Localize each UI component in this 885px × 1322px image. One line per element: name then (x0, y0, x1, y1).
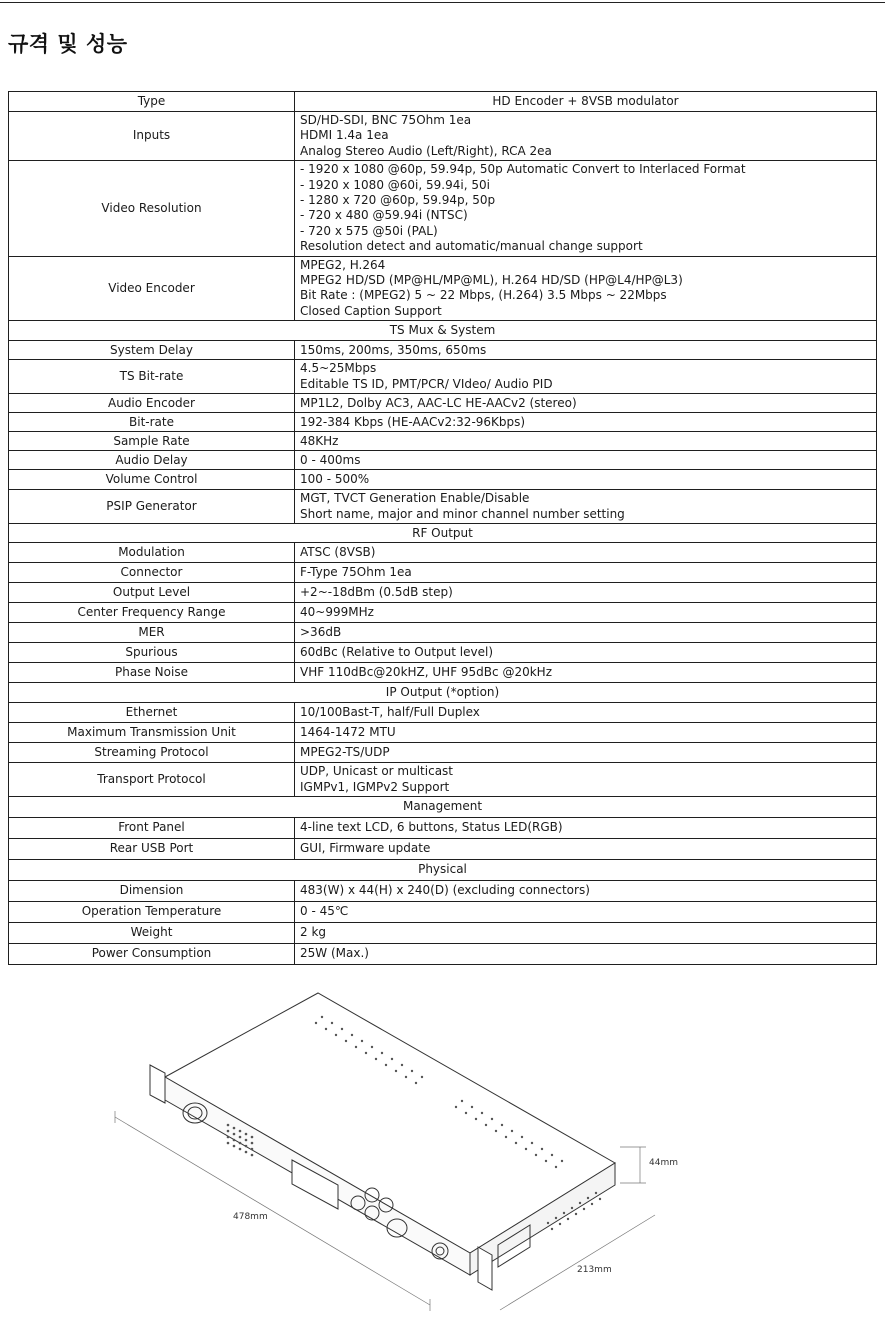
spec-row (9, 839, 877, 860)
section-header-row (9, 860, 877, 881)
spec-row (9, 161, 877, 256)
spec-row (9, 663, 877, 683)
spec-value (295, 763, 877, 797)
spec-value (295, 944, 877, 965)
spec-label: Video Resolution (9, 161, 295, 256)
rack-ear-right (478, 1247, 492, 1290)
spec-value (295, 583, 877, 603)
section-header-row (9, 683, 877, 703)
rack-ear-left (150, 1065, 165, 1103)
spec-label: MER (9, 623, 295, 643)
section-header-row (9, 797, 877, 818)
spec-value-line: GUI, Firmware update (300, 841, 431, 856)
spec-row (9, 703, 877, 723)
spec-value-line: 60dBc (Relative to Output level) (300, 645, 493, 660)
section-header-row (9, 321, 877, 341)
spec-label: Dimension (9, 881, 295, 902)
spec-value-line: Bit Rate : (MPEG2) 5 ~ 22 Mbps, (H.264) 3.5 Mbps ~ 22Mbps (300, 288, 667, 303)
spec-row (9, 432, 877, 451)
spec-row (9, 413, 877, 432)
spec-value-line: MP1L2, Dolby AC3, AAC-LC HE-AACv2 (stereo) (300, 395, 577, 410)
spec-label: Connector (9, 563, 295, 583)
spec-value (295, 623, 877, 643)
spec-value-line: MPEG2 HD/SD (MP@HL/MP@ML), H.264 HD/SD (HP@L4/HP@L3) (300, 273, 683, 288)
spec-value (295, 161, 877, 256)
spec-label: Maximum Transmission Unit (9, 723, 295, 743)
spec-value (295, 413, 877, 432)
spec-value-line: 4-line text LCD, 6 buttons, Status LED(RGB) (300, 820, 563, 835)
spec-value-line: - 1920 x 1080 @60p, 59.94p, 50p Automatic Convert to Interlaced Format (300, 162, 746, 177)
spec-value (295, 432, 877, 451)
spec-row (9, 643, 877, 663)
spec-row (9, 256, 877, 321)
spec-label: Volume Control (9, 470, 295, 490)
spec-value (295, 881, 877, 902)
top-divider (0, 2, 885, 3)
spec-value-line: - 1920 x 1080 @60i, 59.94i, 50i (300, 177, 490, 192)
spec-value-line: ATSC (8VSB) (300, 545, 376, 560)
section-title: IP Output (*option) (9, 683, 877, 703)
spec-value-line: Editable TS ID, PMT/PCR/ VIdeo/ Audio PID (300, 376, 553, 391)
spec-table (8, 91, 877, 965)
spec-value-line: >36dB (300, 625, 342, 640)
spec-value (295, 470, 877, 490)
section-title: RF Output (9, 524, 877, 543)
spec-value-line: 192-384 Kbps (HE-AACv2:32-96Kbps) (300, 414, 526, 429)
spec-label: Streaming Protocol (9, 743, 295, 763)
spec-row (9, 341, 877, 360)
spec-value-line: 40~999MHz (300, 605, 374, 620)
spec-label: System Delay (9, 341, 295, 360)
spec-row (9, 583, 877, 603)
spec-label: PSIP Generator (9, 490, 295, 524)
page-title: 규격 및 성능 (8, 32, 128, 56)
spec-value-line: 10/100Bast-T, half/Full Duplex (300, 705, 480, 720)
spec-label: Sample Rate (9, 432, 295, 451)
spec-label: Power Consumption (9, 944, 295, 965)
section-title: TS Mux & System (9, 321, 877, 341)
spec-value (295, 839, 877, 860)
spec-value (295, 92, 877, 112)
spec-value (295, 643, 877, 663)
spec-value (295, 341, 877, 360)
spec-row (9, 944, 877, 965)
spec-label: Audio Delay (9, 451, 295, 470)
spec-value (295, 543, 877, 563)
spec-value-line: HD Encoder + 8VSB modulator (492, 93, 679, 108)
device-drawing (100, 985, 700, 1322)
spec-row (9, 623, 877, 643)
spec-row (9, 881, 877, 902)
spec-value-line: Analog Stereo Audio (Left/Right), RCA 2ea (300, 143, 552, 158)
spec-value-line: HDMI 1.4a 1ea (300, 128, 389, 143)
dimension-height-label: 44mm (649, 1158, 678, 1168)
spec-label: Inputs (9, 112, 295, 161)
spec-value (295, 902, 877, 923)
spec-label: Rear USB Port (9, 839, 295, 860)
spec-value-line: F-Type 75Ohm 1ea (300, 565, 412, 580)
spec-value-line: Resolution detect and automatic/manual change support (300, 239, 643, 254)
spec-label: Operation Temperature (9, 902, 295, 923)
spec-label: Spurious (9, 643, 295, 663)
spec-value-line: Closed Caption Support (300, 303, 442, 318)
spec-value (295, 490, 877, 524)
spec-value-line: 0 - 45℃ (300, 904, 349, 919)
spec-label: Center Frequency Range (9, 603, 295, 623)
spec-label: Front Panel (9, 818, 295, 839)
spec-value (295, 743, 877, 763)
spec-value-line: 2 kg (300, 925, 327, 940)
spec-label: Video Encoder (9, 256, 295, 321)
spec-value-line: 48KHz (300, 433, 339, 448)
spec-row (9, 470, 877, 490)
spec-row (9, 112, 877, 161)
spec-label: Output Level (9, 583, 295, 603)
spec-label: Bit-rate (9, 413, 295, 432)
spec-label: Ethernet (9, 703, 295, 723)
spec-value-line: IGMPv1, IGMPv2 Support (300, 779, 450, 794)
spec-label: Transport Protocol (9, 763, 295, 797)
spec-label: Type (9, 92, 295, 112)
spec-value (295, 112, 877, 161)
spec-row (9, 743, 877, 763)
spec-value-line: MPEG2, H.264 (300, 257, 386, 272)
spec-value-line: 4.5~25Mbps (300, 361, 377, 376)
spec-row (9, 818, 877, 839)
spec-value-line: MPEG2-TS/UDP (300, 745, 390, 760)
spec-value-line: +2~-18dBm (0.5dB step) (300, 585, 453, 600)
spec-value-line: VHF 110dBc@20kHZ, UHF 95dBc @20kHz (300, 665, 552, 680)
spec-label: TS Bit-rate (9, 360, 295, 394)
spec-value (295, 451, 877, 470)
spec-value (295, 818, 877, 839)
spec-row (9, 92, 877, 112)
spec-value (295, 603, 877, 623)
spec-value (295, 256, 877, 321)
spec-value (295, 723, 877, 743)
spec-value-line: - 720 x 575 @50i (PAL) (300, 223, 438, 238)
spec-value-line: 483(W) x 44(H) x 240(D) (excluding connectors) (300, 883, 590, 898)
spec-row (9, 763, 877, 797)
spec-row (9, 902, 877, 923)
spec-label: Modulation (9, 543, 295, 563)
section-title: Management (9, 797, 877, 818)
spec-value-line: 0 - 400ms (300, 452, 361, 467)
spec-value-line: 1464-1472 MTU (300, 725, 396, 740)
spec-row (9, 603, 877, 623)
spec-value-line: 150ms, 200ms, 350ms, 650ms (300, 342, 487, 357)
spec-row (9, 543, 877, 563)
spec-value (295, 663, 877, 683)
spec-row (9, 360, 877, 394)
dimension-width-label: 478mm (233, 1212, 268, 1222)
section-title: Physical (9, 860, 877, 881)
spec-value-line: - 720 x 480 @59.94i (NTSC) (300, 208, 468, 223)
spec-value-line: 25W (Max.) (300, 946, 369, 961)
spec-value (295, 360, 877, 394)
spec-label: Audio Encoder (9, 394, 295, 413)
spec-value-line: SD/HD-SDI, BNC 75Ohm 1ea (300, 113, 472, 127)
spec-value (295, 394, 877, 413)
spec-label: Phase Noise (9, 663, 295, 683)
section-header-row (9, 524, 877, 543)
spec-value (295, 923, 877, 944)
spec-value-line: UDP, Unicast or multicast (300, 764, 453, 779)
spec-row (9, 923, 877, 944)
spec-value (295, 563, 877, 583)
spec-row (9, 490, 877, 524)
dimension-depth-label: 213mm (577, 1265, 612, 1275)
spec-row (9, 451, 877, 470)
spec-row (9, 723, 877, 743)
spec-row (9, 394, 877, 413)
spec-value-line: 100 - 500% (300, 472, 370, 487)
spec-value-line: - 1280 x 720 @60p, 59.94p, 50p (300, 193, 496, 208)
spec-value (295, 703, 877, 723)
spec-value-line: Short name, major and minor channel number setting (300, 506, 625, 521)
spec-value-line: MGT, TVCT Generation Enable/Disable (300, 491, 530, 506)
spec-row (9, 563, 877, 583)
spec-label: Weight (9, 923, 295, 944)
